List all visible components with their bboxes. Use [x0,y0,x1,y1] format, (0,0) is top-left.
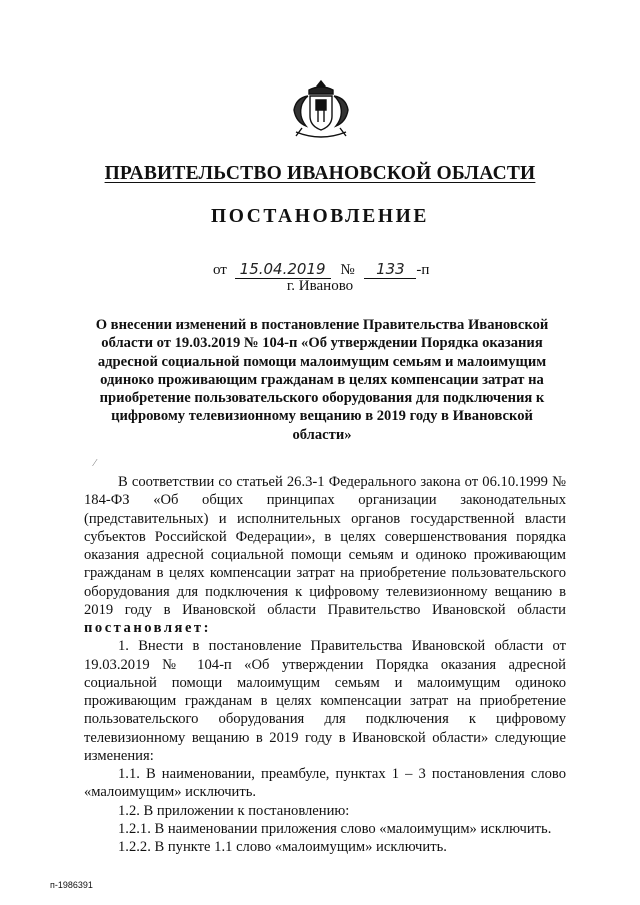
item-paragraph: 1.2.2. В пункте 1.1 слово «малоимущим» исключить. [118,839,447,855]
item-paragraph: 1.1. В наименовании, преамбуле, пунктах 1 – 3 постановления слово «малоимущим» исключить. [84,766,566,801]
preamble-text: В соответствии со статьей 26.3-1 Федерального закона от 06.10.1999 № 184-ФЗ «Об общих принципах организации законодательных (представительных) и исполнительных органов государственной власти субъектов Российской Федерации», в целях совершенствования порядка оказания адресной социальной помощи семьям и одиноко проживающим гражданам в целях компенсации затрат на приобретение пользовательского оборудования для подключения к цифровому телевизионному вещанию в 2019 году в Ивановской области Правительство Ивановской области [84,474,566,618]
decree-date: 15.04.2019 [235,260,331,279]
decree-title: О внесении изменений в постановление Правительства Ивановской области от 19.03.2019 № 104-п «Об утверждении Порядка оказания адресной социальной помощи малоимущим семьям и малоимущим одиноко проживающим гражданам в целях компенсации затрат на приобретение пользовательского оборудования для подключения к цифровому телевизионному вещанию в 2019 году в Ивановской области» [95,317,549,443]
item-paragraph: 1.2. В приложении к постановлению: [118,802,350,819]
item-paragraph: 1.2.1. В наименовании приложения слово «малоимущим» исключить. [118,820,552,837]
margin-mark: ⁄ [94,458,96,469]
decree-number: 133 [364,260,416,279]
item-paragraph: 1. Внести в постановление Правительства Ивановской области от 19.03.2019 № 104-п «Об утверждении Порядка оказания адресной социальной помощи малоимущим семьям и малоимущим одиноко проживающим гражданам в целях компенсации затрат на приобретение пользовательского оборудования для подключения к цифровому телевизионному вещанию в 2019 году в Ивановской области» следующие изменения: [84,638,566,764]
decree-body [84,473,566,856]
dateline [213,260,429,279]
document-type: ПОСТАНОВЛЕНИЕ [210,206,430,227]
city: г. Иваново [286,278,354,294]
government-name [0,163,640,185]
number-suffix: -п [416,262,430,278]
document-code: п-1986391 [50,880,93,890]
date-prefix: от [213,262,227,278]
number-label: № [340,262,355,278]
resolves-word: постановляет: [84,620,211,636]
government-name-text: ПРАВИТЕЛЬСТВО ИВАНОВСКОЙ ОБЛАСТИ [104,163,536,184]
coat-of-arms-emblem [286,78,356,140]
preamble-paragraph [84,473,566,637]
